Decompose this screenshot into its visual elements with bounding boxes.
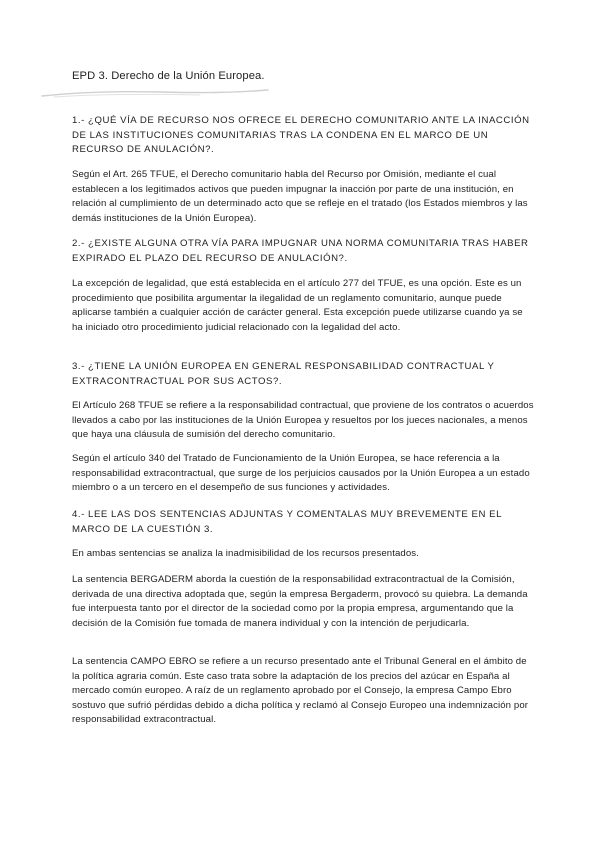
- answer-4-paragraph-3: La sentencia CAMPO EBRO se refiere a un recurso presentado ante el Tribunal General en el ámbito de la política agraria común. Este caso trata sobre la adaptación de los precios del azúcar en España al mercado común europeo. A raíz de un reglamento aprobado por el Consejo, la empresa Campo Ebro sostuvo que sufrió pérdidas debido a dicha política y reclamó al Consejo Europeo una indemnización por responsabilidad extracontractual.: [72, 656, 529, 726]
- answer-3-paragraph-2: Según el artículo 340 del Tratado de Funcionamiento de la Unión Europea, se hace referencia a la responsabilidad extracontractual, que surge de los perjuicios causados por la Unión Europea a un estado miembro o a un tercero en el desempeño de sus funciones y actividades.: [72, 453, 530, 494]
- pen-scribble: [40, 86, 270, 100]
- answer-3-paragraph-1: El Artículo 268 TFUE se refiere a la responsabilidad contractual, que proviene de los contratos o acuerdos llevados a cabo por las instituciones de la Unión Europea y resueltos por los jueces nacionales, a menos que haya una cláusula de sumisión del derecho comunitario.: [72, 400, 534, 441]
- document-title: EPD 3. Derecho de la Unión Europea.: [72, 70, 265, 82]
- answer-4-paragraph-1: En ambas sentencias se analiza la inadmisibilidad de los recursos presentados.: [72, 548, 419, 559]
- question-4: 4.- LEE LAS DOS SENTENCIAS ADJUNTAS Y COMENTALAS MUY BREVEMENTE EN EL MARCO DE LA CUESTIÓN 3.: [72, 509, 502, 535]
- answer-1-paragraph-1: Según el Art. 265 TFUE, el Derecho comunitario habla del Recurso por Omisión, mediante el cual establecen a los legitimados activos que pueden impugnar la inacción por parte de una institución, en relación al cumplimiento de un determinado acto que se refleje en el tratado (los Estados miembros y las demás instituciones de la Unión Europea).: [72, 169, 528, 224]
- answer-2-paragraph-1: La excepción de legalidad, que está establecida en el artículo 277 del TFUE, es una opción. Este es un procedimiento que posibilita argumentar la ilegalidad de un reglamento comunitario, aunque puede aplicarse también a cualquier acción de carácter general. Esta excepción puede utilizarse cuando ya se ha iniciado otro procedimiento judicial relacionado con la legalidad del acto.: [72, 278, 523, 333]
- question-2: 2.- ¿EXISTE ALGUNA OTRA VÍA PARA IMPUGNAR UNA NORMA COMUNITARIA TRAS HABER EXPIRADO EL PLAZO DEL RECURSO DE ANULACIÓN?.: [72, 238, 529, 264]
- answer-4-paragraph-2: La sentencia BERGADERM aborda la cuestión de la responsabilidad extracontractual de la Comisión, derivada de una directiva adoptada que, según la empresa Bergaderm, provocó su quiebra. La demanda fue interpuesta tanto por el director de la sociedad como por la propia empresa, argumentando que la decisión de la Comisión fue tomada de manera individual y con la intención de perjudicarla.: [72, 574, 528, 629]
- question-1: 1.- ¿QUÉ VÍA DE RECURSO NOS OFRECE EL DERECHO COMUNITARIO ANTE LA INACCIÓN DE LAS INSTITUCIONES COMUNITARIAS TRAS LA CONDENA EN EL MARCO DE UN RECURSO DE ANULACIÓN?.: [72, 115, 530, 156]
- question-3: 3.- ¿TIENE LA UNIÓN EUROPEA EN GENERAL RESPONSABILIDAD CONTRACTUAL Y EXTRACONTRACTUAL POR SUS ACTOS?.: [72, 361, 495, 387]
